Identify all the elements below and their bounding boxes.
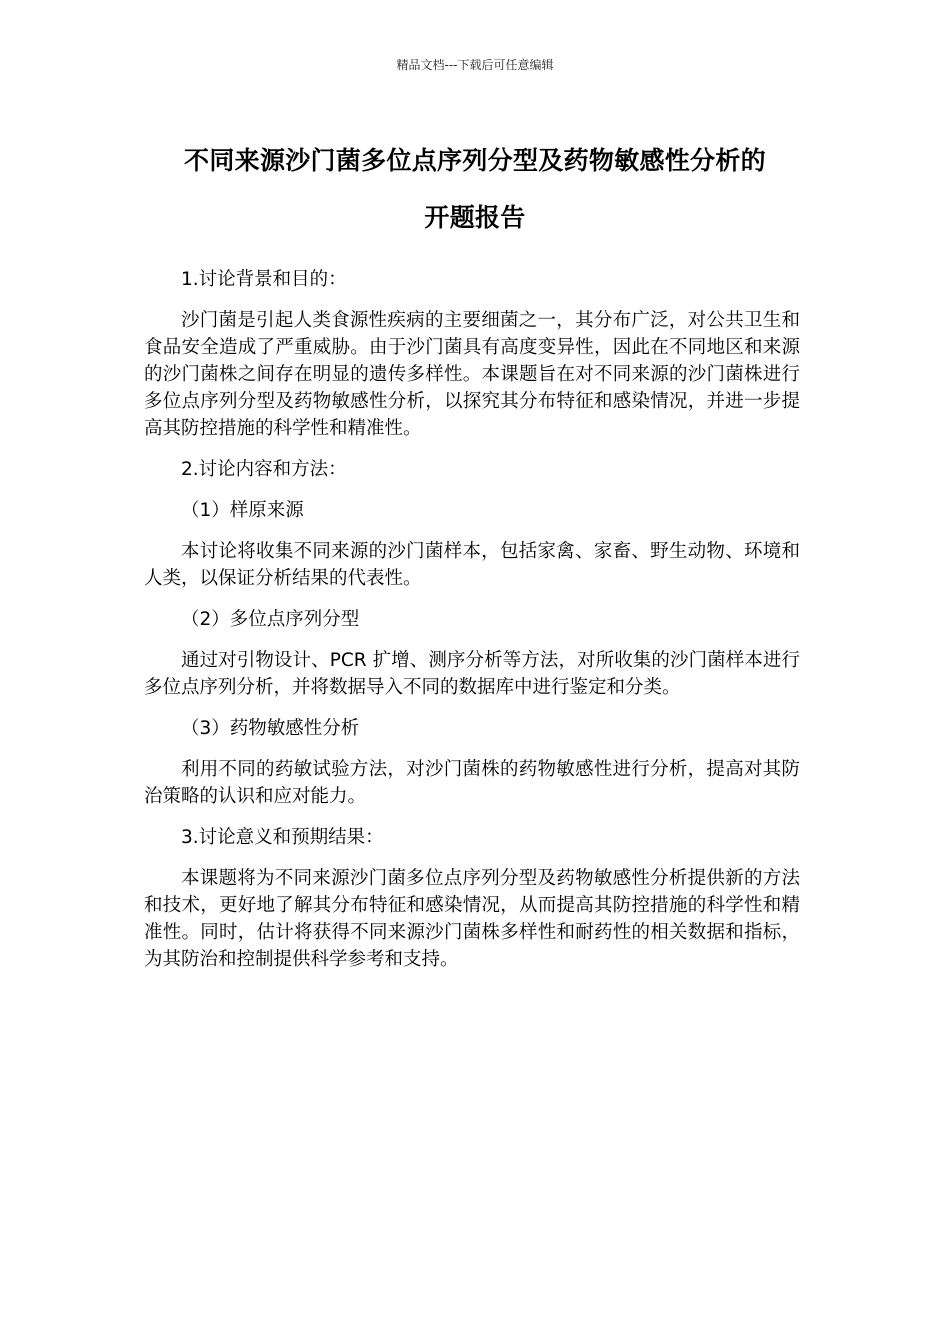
subsection-1-paragraph: 本讨论将收集不同来源的沙门菌样本，包括家禽、家畜、野生动物、环境和人类，以保证分析结果的代表性。 <box>144 541 800 589</box>
subsection-2-paragraph: 通过对引物设计、PCR 扩增、测序分析等方法，对所收集的沙门菌样本进行多位点序列分析，并将数据导入不同的数据库中进行鉴定和分类。 <box>144 650 800 698</box>
title-line-2: 开题报告 <box>424 203 526 232</box>
section-3-heading: 3.讨论意义和预期结果： <box>181 827 384 848</box>
section-1-paragraph: 沙门菌是引起人类食源性疾病的主要细菌之一，其分布广泛，对公共卫生和食品安全造成了严重威胁。由于沙门菌具有高度变异性，因此在不同地区和来源的沙门菌株之间存在明显的遗传多样性。本课题旨在对不同来源的沙门菌株进行多位点序列分型及药物敏感性分析，以探究其分布特征和感染情况，并进一步提高其防控措施的科学性和精准性。 <box>144 310 800 439</box>
document-body <box>144 266 800 987</box>
subsection-1-heading: （1）样原来源 <box>181 500 304 521</box>
title-line-1: 不同来源沙门菌多位点序列分型及药物敏感性分析的 <box>184 146 766 175</box>
document-title <box>140 132 810 246</box>
section-3-paragraph: 本课题将为不同来源沙门菌多位点序列分型及药物敏感性分析提供新的方法和技术，更好地了解其分布特征和感染情况，从而提高其防控措施的科学性和精准性。同时，估计将获得不同来源沙门菌株多样性和耐药性的相关数据和指标，为其防治和控制提供科学参考和支持。 <box>144 868 800 970</box>
subsection-2-heading: （2）多位点序列分型 <box>181 609 360 630</box>
section-2-heading: 2.讨论内容和方法： <box>181 459 347 480</box>
subsection-3-paragraph: 利用不同的药敏试验方法，对沙门菌株的药物敏感性进行分析，提高对其防治策略的认识和应对能力。 <box>144 759 800 807</box>
subsection-3-heading: （3）药物敏感性分析 <box>181 718 360 739</box>
page-header: 精品文档---下载后可任意编辑 <box>396 58 554 72</box>
section-1-heading: 1.讨论背景和目的： <box>181 269 347 290</box>
